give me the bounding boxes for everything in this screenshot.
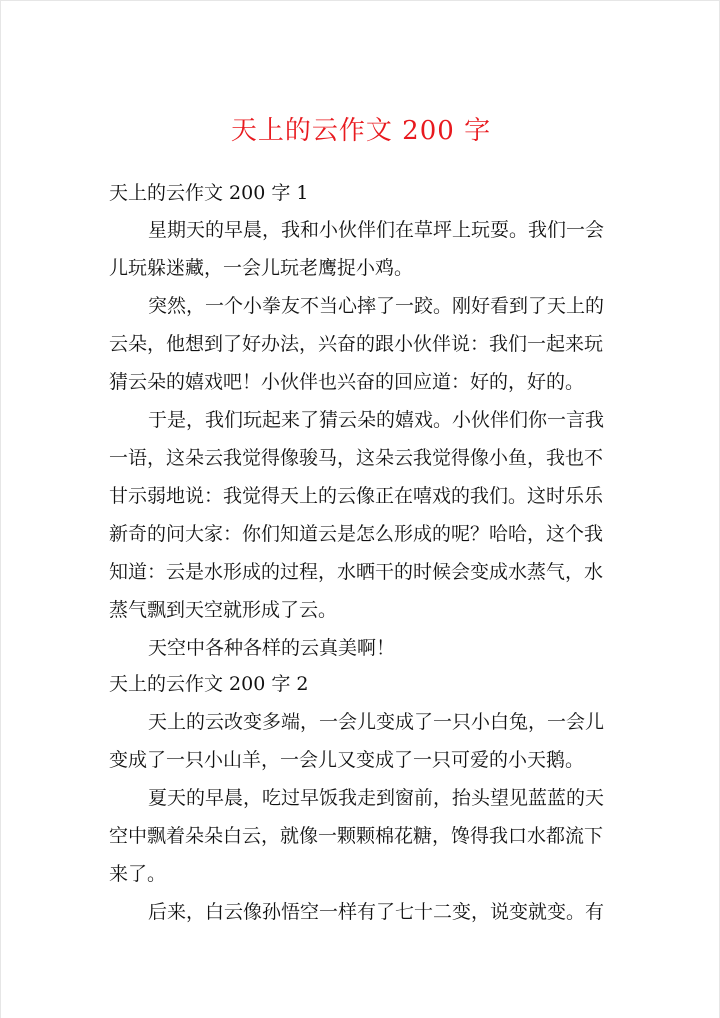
paragraph-line: 空中飘着朵朵白云，就像一颗颗棉花糖，馋得我口水都流下	[109, 825, 604, 847]
paragraph-line: 天空中各种各样的云真美啊！	[148, 637, 396, 659]
paragraph-line: 来了。	[109, 863, 167, 885]
section-heading-1: 天上的云作文 200 字 1	[109, 182, 309, 204]
section-heading-2: 天上的云作文 200 字 2	[109, 673, 309, 695]
paragraph-line: 突然，一个小拳友不当心摔了一跤。刚好看到了天上的	[148, 295, 605, 317]
document-title: 天上的云作文 200 字	[230, 116, 492, 146]
paragraph-line: 后来，白云像孙悟空一样有了七十二变，说变就变。有	[148, 901, 605, 923]
paragraph-line: 蒸气飘到天空就形成了云。	[109, 599, 338, 621]
paragraph-line: 变成了一只小山羊，一会儿又变成了一只可爱的小天鹅。	[109, 749, 585, 771]
paragraph-line: 一语，这朵云我觉得像骏马，这朵云我觉得像小鱼，我也不	[109, 447, 604, 469]
paragraph-line: 新奇的问大家：你们知道云是怎么形成的呢？哈哈，这个我	[109, 523, 604, 545]
paragraph-line: 知道：云是水形成的过程，水晒干的时候会变成水蒸气，水	[109, 561, 604, 583]
paragraph-line: 星期天的早晨，我和小伙伴们在草坪上玩耍。我们一会	[148, 219, 605, 241]
paragraph-line: 于是，我们玩起来了猜云朵的嬉戏。小伙伴们你一言我	[148, 409, 605, 431]
paragraph-line: 云朵，他想到了好办法，兴奋的跟小伙伴说：我们一起来玩	[109, 333, 604, 355]
paragraph-line: 夏天的早晨，吃过早饭我走到窗前，抬头望见蓝蓝的天	[148, 787, 605, 809]
paragraph-line: 天上的云改变多端，一会儿变成了一只小白兔，一会儿	[148, 711, 605, 733]
paragraph-line: 猜云朵的嬉戏吧！小伙伴也兴奋的回应道：好的，好的。	[109, 371, 585, 393]
paragraph-line: 甘示弱地说：我觉得天上的云像正在嘻戏的我们。这时乐乐	[109, 485, 604, 507]
paragraph-line: 儿玩躲迷藏，一会儿玩老鹰捉小鸡。	[109, 257, 414, 279]
